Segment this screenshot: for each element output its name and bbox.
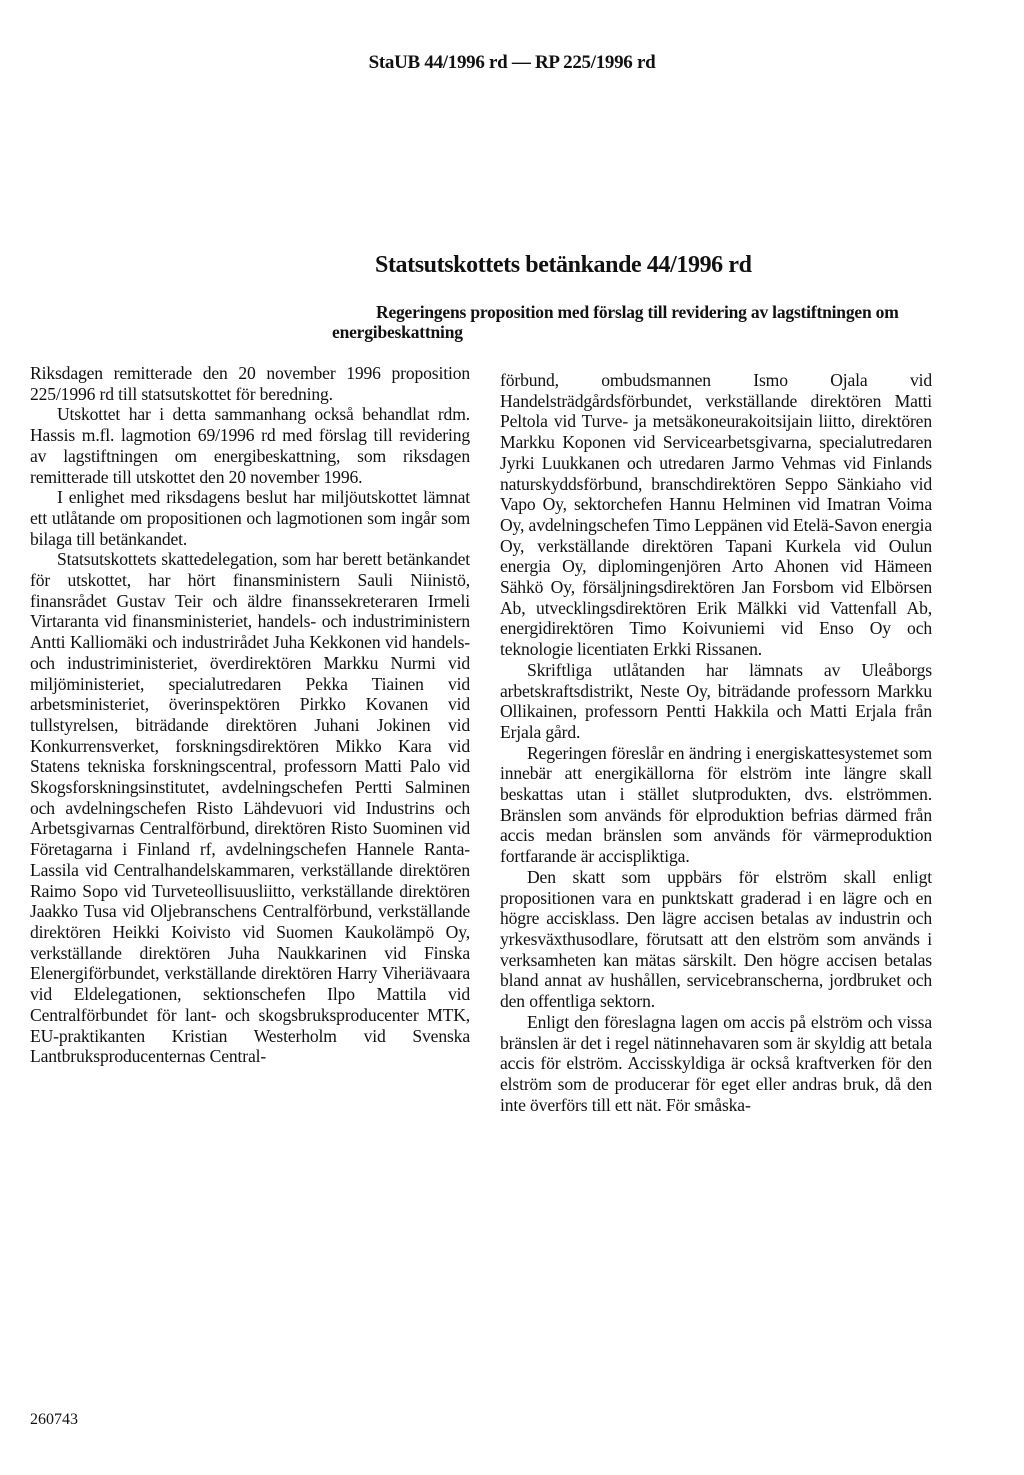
running-header: StaUB 44/1996 rd — RP 225/1996 rd <box>368 52 656 73</box>
paragraph: Enligt den föreslagna lagen om accis på elström och vissa bränslen är det i regel nätinnehavaren som är skyldig att betala accis för elström. Accisskyldiga är också kraftverken för den elström som de producerar för eget eller andras bruk, då den inte överförs till ett nät. För småska- <box>500 1011 932 1115</box>
document-subtitle: Regeringens proposition med förslag till revidering av lagstiftningen om energibeskattning <box>332 302 899 342</box>
paragraph: Den skatt som uppbärs för elström skall enligt propositionen vara en punktskatt graderad i en lägre och en högre accisklass. Den lägre accisen betalas av industrin och yrkesväxthusodlare, förutsatt att den elström som används i verksamheten kan mätas särskilt. Den högre accisen betalas bland annat av hushållen, servicebranscherna, jordbruket och den offentliga sektorn. <box>500 866 932 1012</box>
paragraph: Skriftliga utlåtanden har lämnats av Uleåborgs arbetskraftsdistrikt, Neste Oy, biträdande professorn Markku Ollikainen, professorn Pentti Hakkila och Matti Erjala från Erjala gård. <box>500 659 932 742</box>
paragraph: I enlighet med riksdagens beslut har miljöutskottet lämnat ett utlåtande om propositionen och lagmotionen som ingår som bilaga till betänkandet. <box>30 487 470 549</box>
document-title: Statsutskottets betänkande 44/1996 rd <box>375 252 752 278</box>
right-column <box>500 370 932 1115</box>
left-column <box>30 363 470 1067</box>
paragraph: Utskottet har i detta sammanhang också behandlat rdm. Hassis m.fl. lagmotion 69/1996 rd med förslag till revidering av lagstiftningen om energibeskattning, som riksdagen remitterade till utskottet den 20 november 1996. <box>30 404 470 487</box>
document-number: 260743 <box>30 1411 78 1428</box>
paragraph: Riksdagen remitterade den 20 november 1996 proposition 225/1996 rd till statsutskottet för beredning. <box>30 363 470 404</box>
paragraph: Statsutskottets skattedelegation, som har berett betänkandet för utskottet, har hört finansministern Sauli Niinistö, finansrådet Gustav Teir och äldre finanssekreteraren Irmeli Virtaranta vid finansministeriet, handels- och industriministern Antti Kalliomäki och industrirådet Juha Kekkonen vid handels- och industriministeriet, överdirektören Markku Nurmi vid miljöministeriet, specialutredaren Pekka Tiainen vid arbetsministeriet, överinspektören Pirkko Kovanen vid tullstyrelsen, biträdande direktören Juhani Jokinen vid Konkurrensverket, forskningsdirektören Mikko Kara vid Statens tekniska forskningscentral, professorn Matti Palo vid Skogsforskningsinstitutet, avdelningschefen Pertti Salminen och avdelningschefen Risto Lähdevuori vid Industrins och Arbetsgivarnas Centralförbund, direktören Risto Suominen vid Företagarna i Finland rf, avdelningschefen Hannele Ranta-Lassila vid Centralhandelskammaren, verkställande direktören Raimo Sopo vid Turveteollisuusliitto, verkställande direktören Jaakko Tusa vid Oljebranschens Centralförbund, verkställande direktören Heikki Koivisto vid Suomen Kaukolämpö Oy, verkställande direktören Juha Naukkarinen vid Finska Elenergiförbundet, verkställande direktören Harry Viheriävaara vid Eldelegationen, sektionschefen Ilpo Mattila vid Centralförbundet för lant- och skogsbruksproducenter MTK, EU-praktikanten Kristian Westerholm vid Svenska Lantbruksproducenternas Central- <box>30 549 470 1067</box>
paragraph: förbund, ombudsmannen Ismo Ojala vid Handelsträdgårdsförbundet, verkställande direktören Matti Peltola vid Turve- ja metsäkoneurakoitsijain liitto, direktören Markku Koponen vid Servicearbetsgivarna, specialutredaren Jyrki Luukkanen och utredaren Jarmo Vehmas vid Finlands naturskyddsförbund, branschdirektören Seppo Sänkiaho vid Vapo Oy, sektorchefen Hannu Helminen vid Imatran Voima Oy, avdelningschefen Timo Leppänen vid Etelä-Savon energia Oy, verkställande direktören Tapani Kurkela vid Oulun energia Oy, diplomingenjören Arto Ahonen vid Hämeen Sähkö Oy, försäljningsdirektören Jan Forsbom vid Elbörsen Ab, utvecklingsdirektören Erik Mälkki vid Vattenfall Ab, energidirektören Timo Koivuniemi vid Enso Oy och teknologie licentiaten Erkki Rissanen. <box>500 370 933 660</box>
paragraph: Regeringen föreslår en ändring i energiskattesystemet som innebär att energikällorna för elström inte längre skall beskattas utan i stället slutprodukten, dvs. elströmmen. Bränslen som används för elproduktion befrias därmed från accis medan bränslen som används för värmeproduktion fortfarande är accispliktiga. <box>500 742 932 867</box>
